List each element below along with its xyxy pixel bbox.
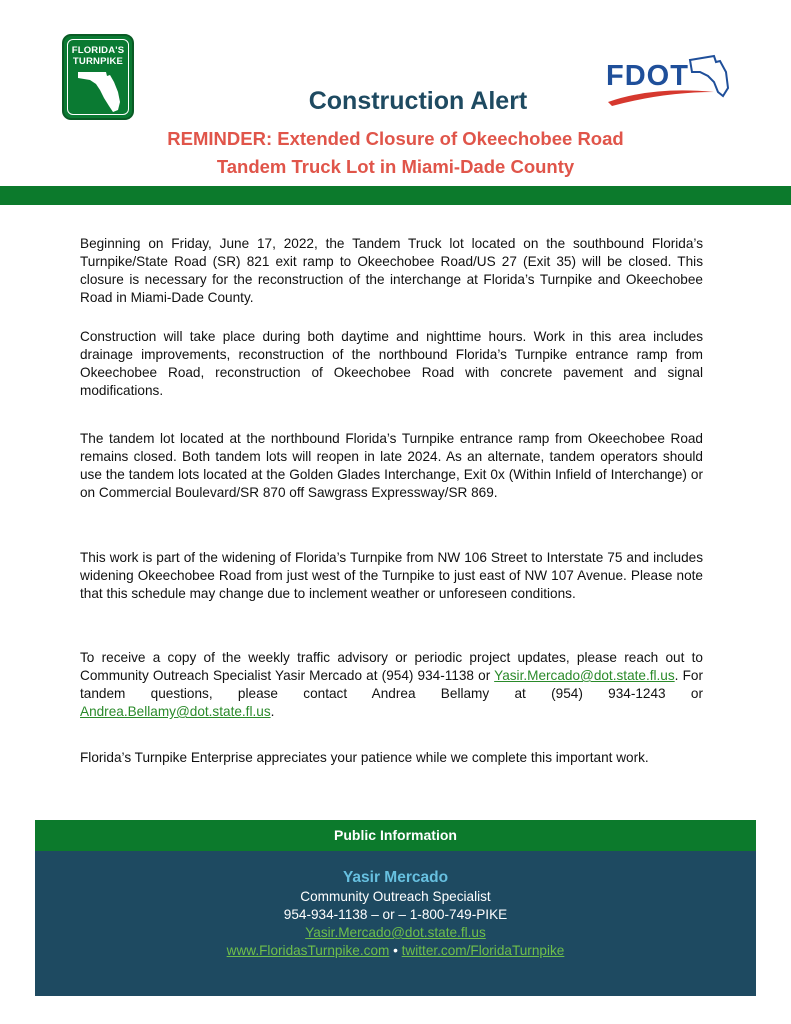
turnpike-logo-line2: TURNPIKE <box>72 56 124 67</box>
link-separator: • <box>389 943 402 958</box>
andrea-email-link[interactable]: Andrea.Bellamy@dot.state.fl.us <box>80 704 271 719</box>
public-information-box <box>35 851 756 996</box>
paragraph-contact <box>80 649 703 721</box>
contact-text-b: . For tandem questions, please contact Andrea Bellamy at (954) 934-1243 or <box>80 668 703 701</box>
page-title: Construction Alert <box>308 87 528 115</box>
contact-role: Community Outreach Specialist <box>300 889 491 904</box>
subtitle-line-2: Tandem Truck Lot in Miami-Dade County <box>216 156 575 177</box>
paragraph-closure: Beginning on Friday, June 17, 2022, the Tandem Truck lot located on the southbound Florida’s Turnpike/State Road (SR) 821 exit ramp to Okeechobee Road/US 27 (Exit 35) will be closed. This closure is necessary for the reconstruction of the interchange at Florida’s Turnpike and Okeechobee Road in Miami-Dade County. <box>80 236 703 305</box>
contact-email-link[interactable]: Yasir.Mercado@dot.state.fl.us <box>305 925 486 940</box>
contact-name: Yasir Mercado <box>342 869 449 886</box>
header-divider-bar <box>0 186 791 205</box>
contact-phone: 954-934-1138 – or – 1-800-749-PIKE <box>283 907 508 922</box>
yasir-email-link[interactable]: Yasir.Mercado@dot.state.fl.us <box>494 668 675 683</box>
paragraph-closing: Florida’s Turnpike Enterprise appreciates your patience while we complete this important work. <box>80 750 649 765</box>
contact-text-c: . <box>270 704 275 719</box>
paragraph-widening: This work is part of the widening of Florida’s Turnpike from NW 106 Street to Interstate 75 and includes widening Okeechobee Road from just west of the Turnpike to just east of NW 107 Avenue. Please note that this schedule may change due to inclement weather or unforeseen conditions. <box>80 550 703 601</box>
subtitle-line-1: REMINDER: Extended Closure of Okeechobee Road <box>167 128 624 149</box>
public-information-header: Public Information <box>35 820 756 851</box>
fdot-logo-text: FDOT <box>606 60 689 92</box>
turnpike-logo-line1: FLORIDA'S <box>71 45 125 56</box>
paragraph-construction: Construction will take place during both daytime and nighttime hours. Work in this area includes drainage improvements, reconstruction of the northbound Florida’s Turnpike entrance ramp from Okeechobee Road, reconstruction of Okeechobee Road with concrete pavement and signal modifications. <box>80 329 703 398</box>
twitter-link[interactable]: twitter.com/FloridaTurnpike <box>401 943 565 958</box>
contact-text-a: To receive a copy of the weekly traffic advisory or periodic project updates, please reach out to Community Outreach Specialist Yasir Mercado at (954) 934-1138 or <box>80 650 703 683</box>
paragraph-tandem-lot: The tandem lot located at the northbound Florida’s Turnpike entrance ramp from Okeechobee Road remains closed. Both tandem lots will reopen in late 2024. As an alternate, tandem operators should use the tandem lots located at the Golden Glades Interchange, Exit 0x (Within Infield of Interchange) or on Commercial Boulevard/SR 870 off Sawgrass Expressway/SR 869. <box>80 431 703 500</box>
website-link[interactable]: www.FloridasTurnpike.com <box>226 943 390 958</box>
